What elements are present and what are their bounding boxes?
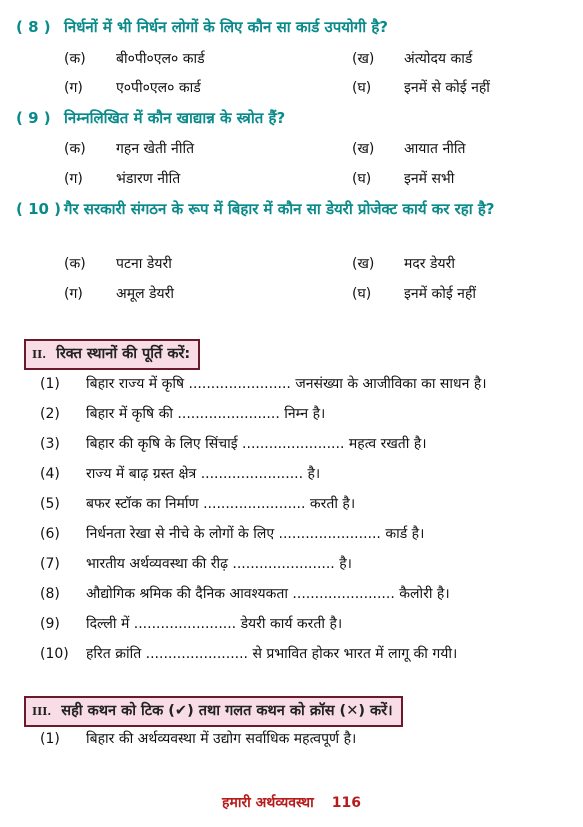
section-heading-fill-blanks: [24, 339, 200, 370]
question-9: [16, 106, 569, 130]
option-kha: (ख) मदर डेयरी: [352, 256, 455, 272]
question-text: निर्धनों में भी निर्धन लोगों के लिए कौन सा कार्ड उपयोगी है?: [64, 18, 389, 36]
option-ga: (ग) भंडारण नीति: [64, 171, 181, 187]
tick-icon: ✔: [174, 703, 188, 719]
true-false-item: (1) बिहार की अर्थव्यवस्था में उद्योग सर्वाधिक महत्वपूर्ण है।: [40, 731, 357, 747]
section-title-part2: ) तथा गलत कथन को क्रॉस (: [187, 703, 347, 719]
question-number: ( 10 ): [16, 200, 62, 218]
section-heading-true-false: [24, 696, 403, 727]
question-text: गैर सरकारी संगठन के रूप में बिहार में कौन सा डेयरी प्रोजेक्ट कार्य कर रहा है?: [64, 200, 495, 218]
fill-blank-item: (10) हरित क्रांति ....................... से प्रभावित होकर भारत में लागू की गयी।: [40, 646, 458, 662]
fill-blank-item: (1) बिहार राज्य में कृषि ....................... जनसंख्या के आजीविका का साधन है।: [40, 376, 487, 392]
section-title-part3: ) करें।: [358, 703, 393, 719]
fill-blank-item: (5) बफर स्टॉक का निर्माण ....................... करती है।: [40, 496, 356, 512]
question-text: निम्नलिखित में कौन खाद्यान्न के स्त्रोत हैं?: [64, 109, 286, 127]
section-title-part1: सही कथन को टिक (: [61, 703, 175, 719]
option-ka: (क) पटना डेयरी: [64, 256, 172, 272]
section-title: रिक्त स्थानों की पूर्ति करें:: [56, 346, 191, 362]
fill-blank-item: (7) भारतीय अर्थव्यवस्था की रीढ़ ....................... है।: [40, 556, 352, 572]
section-number: III.: [32, 705, 52, 718]
option-ga: (ग) अमूल डेयरी: [64, 286, 174, 302]
book-title: हमारी अर्थव्यवस्था: [222, 795, 314, 811]
option-ka: (क) बी०पी०एल० कार्ड: [64, 51, 205, 67]
option-gha: (घ) इनमें से कोई नहीं: [352, 80, 490, 96]
option-kha: (ख) आयात नीति: [352, 141, 466, 157]
question-10: [16, 197, 569, 221]
fill-blank-item: (8) औद्योगिक श्रमिक की दैनिक आवश्यकता ....................... कैलोरी है।: [40, 586, 450, 602]
section-number: II.: [32, 348, 47, 361]
page-number: 116: [331, 795, 361, 811]
option-kha: (ख) अंत्योदय कार्ड: [352, 51, 473, 67]
fill-blank-item: (6) निर्धनता रेखा से नीचे के लोगों के लिए ....................... कार्ड है।: [40, 526, 425, 542]
question-number: ( 9 ): [16, 109, 51, 127]
option-gha: (घ) इनमें कोई नहीं: [352, 286, 476, 302]
fill-blank-item: (4) राज्य में बाढ़ ग्रस्त क्षेत्र ....................... है।: [40, 466, 321, 482]
question-number: ( 8 ): [16, 18, 51, 36]
fill-blank-item: (9) दिल्ली में ....................... डेयरी कार्य करती है।: [40, 616, 343, 632]
fill-blank-item: (2) बिहार में कृषि की ....................... निम्न है।: [40, 406, 326, 422]
fill-blank-item: (3) बिहार की कृषि के लिए सिंचाई ....................... महत्व रखती है।: [40, 436, 427, 452]
option-ga: (ग) ए०पी०एल० कार्ड: [64, 80, 201, 96]
question-8: [16, 15, 569, 39]
option-ka: (क) गहन खेती नीति: [64, 141, 195, 157]
page-footer: [0, 793, 583, 812]
cross-icon: ✕: [346, 703, 359, 719]
option-gha: (घ) इनमें सभी: [352, 171, 455, 187]
